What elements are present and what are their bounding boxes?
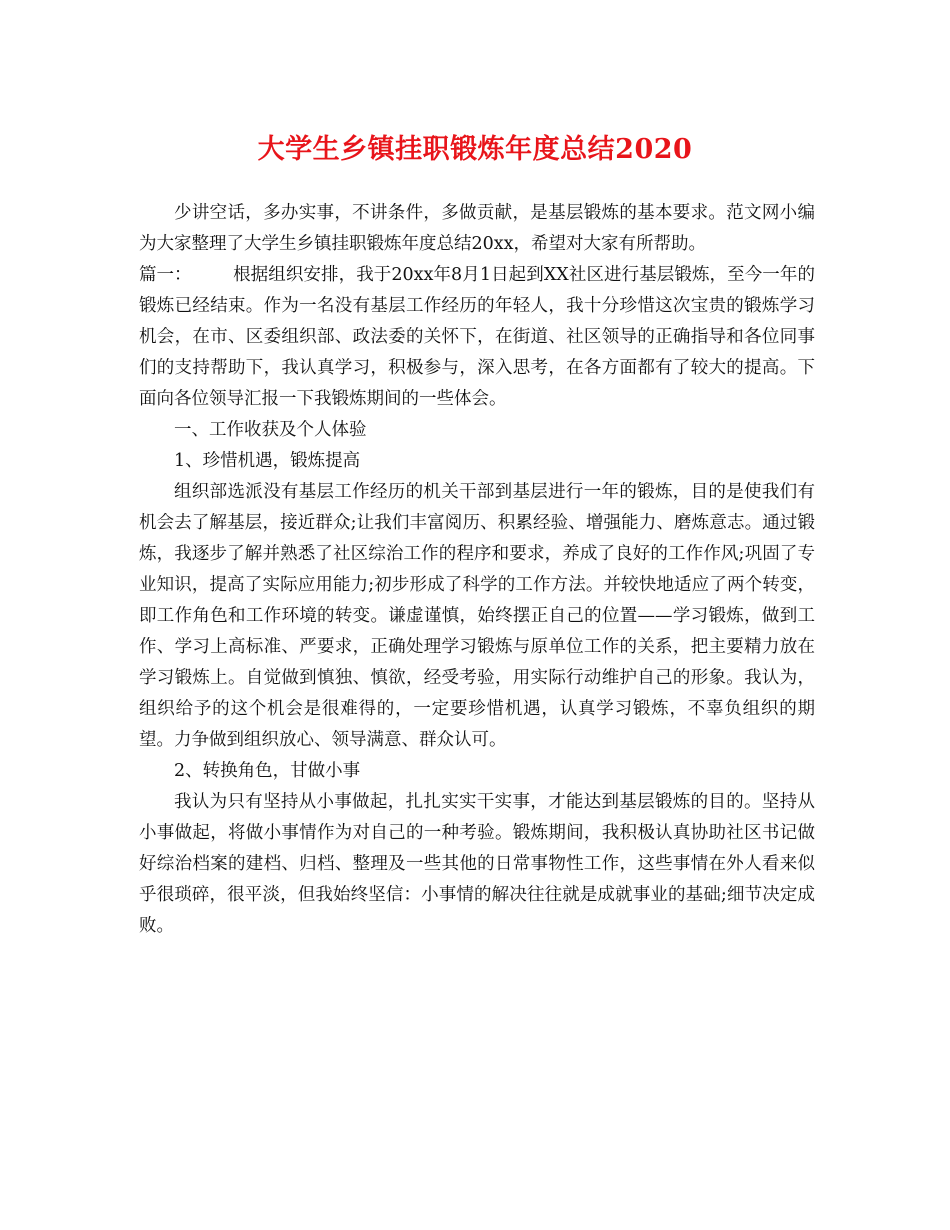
subsection-paragraph-2: 我认为只有坚持从小事做起，扎扎实实干实事，才能达到基层锻炼的目的。坚持从小事做起，将做小事情作为对自己的一种考验。锻炼期间，我积极认真协助社区书记做好综治档案的建档、归档、整理及一些其他的日常事物性工作，这些事情在外人看来似乎很琐碎，很平淡，但我始终坚信：小事情的解决往往就是成就事业的基础;细节决定成败。 (139, 792, 815, 936)
document-body (139, 198, 815, 942)
subsection-paragraph-1: 组织部选派没有基层工作经历的机关干部到基层进行一年的锻炼，目的是使我们有机会去了解基层，接近群众;让我们丰富阅历、积累经验、增强能力、磨炼意志。通过锻炼，我逐步了解并熟悉了社区综治工作的程序和要求，养成了良好的工作作风;巩固了专业知识，提高了实际应用能力;初步形成了科学的工作方法。并较快地适应了两个转变，即工作角色和工作环境的转变。谦虚谨慎，始终摆正自己的位置——学习锻炼，做到工作、学习上高标准、严要求，正确处理学习锻炼与原单位工作的关系，把主要精力放在学习锻炼上。自觉做到慎独、慎欲，经受考验，用实际行动维护自己的形象。我认为，组织给予的这个机会是很难得的，一定要珍惜机遇，认真学习锻炼，不辜负组织的期望。力争做到组织放心、领导满意、群众认可。 (139, 482, 815, 750)
intro-paragraph: 少讲空话，多办实事，不讲条件，多做贡献，是基层锻炼的基本要求。范文网小编为大家整理了大学生乡镇挂职锻炼年度总结20xx，希望对大家有所帮助。 (139, 203, 815, 254)
part-label: 篇一： (139, 265, 192, 285)
section-heading: 一、工作收获及个人体验 (174, 420, 367, 440)
part-one-paragraph (139, 260, 815, 415)
document-title: 大学生乡镇挂职锻炼年度总结2020 (257, 134, 693, 165)
subsection-heading-1: 1、珍惜机遇，锻炼提高 (174, 451, 361, 471)
part-one-text: 根据组织安排，我于20xx年8月1日起到XX社区进行基层锻炼，至今一年的锻炼已经结束。作为一名没有基层工作经历的年轻人，我十分珍惜这次宝贵的锻炼学习机会，在市、区委组织部、政法委的关怀下，在街道、社区领导的正确指导和各位同事们的支持帮助下，我认真学习，积极参与，深入思考，在各方面都有了较大的提高。下面向各位领导汇报一下我锻炼期间的一些体会。 (139, 265, 815, 409)
subsection-heading-2: 2、转换角色，甘做小事 (174, 761, 361, 781)
